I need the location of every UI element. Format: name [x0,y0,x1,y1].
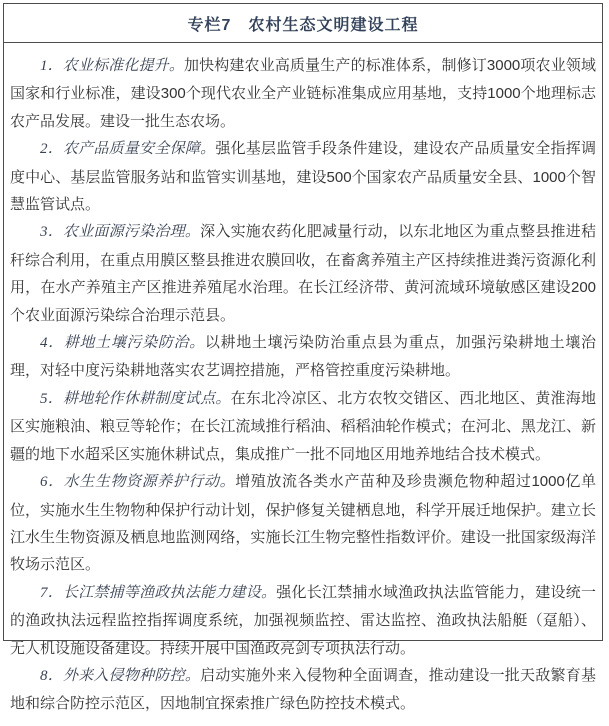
item-lead: 6．水生生物资源养护行动。 [40,474,236,491]
column-body [4,43,602,726]
list-item-1 [10,52,596,135]
list-item-6 [10,468,596,579]
item-text: 强化基层监管手段条件建设，建设农产品质量安全指挥调度中心、基层监管服务站和监管实训基地，建设500个国家农产品质量安全县、1000个智慧监管试点。 [10,140,596,214]
list-item-2 [10,135,596,218]
item-lead: 1．农业标准化提升。 [40,58,184,74]
item-text: 深入实施农药化肥减量行动，以东北地区为重点整县推进秸秆综合利用，在重点用膜区整县推进农膜回收，在畜禽养殖主产区持续推进粪污资源化利用，在水产养殖主产区推进养殖尾水治理。在长江经济带、黄河流域环境敏感区建设200个农业面源污染综合治理示范县。 [10,223,596,324]
item-lead: 3．农业面源污染治理。 [40,224,201,241]
item-lead: 7．长江禁捕等渔政执法能力建设。 [40,584,277,601]
item-text: 增殖放流各类水产苗种及珍贵濒危物种超过1000亿单位，实施水生生物物种保护行动计划，保护修复关键栖息地，科学开展迁地保护。建立长江水生生物资源及栖息地监测网络，实施长江生物完整性指数评价。建设一批国家级海洋牧场示范区。 [10,473,596,574]
column-title: 专栏7 农村生态文明建设工程 [187,16,419,34]
item-lead: 4．耕地土壤污染防治。 [40,335,205,352]
item-lead: 5．耕地轮作休耕制度试点。 [40,390,231,407]
item-text: 在东北冷凉区、北方农牧交错区、西北地区、黄淮海地区实施粮油、粮豆等轮作；在长江流域推行稻油、稻稻油轮作模式；在河北、黑龙江、新疆的地下水超采区实施休耕试点，集成推广一批不同地区用地养地结合技术模式。 [10,389,596,463]
list-item-3 [10,218,596,329]
item-text: 强化长江禁捕水域渔政执法监管能力，建设统一的渔政执法远程监控指挥调度系统，加强视频监控、雷达监控、渔政执法船艇（趸船）、无人机设施设备建设。持续开展中国渔政亮剑专项执法行动。 [10,583,596,657]
list-item-5 [10,385,596,468]
list-item-7 [10,579,596,662]
item-text: 启动实施外来入侵物种全面调查，推动建设一批天敌繁育基地和综合防控示范区，因地制宜探索推广绿色防控技术模式。 [10,666,596,713]
item-text: 以耕地土壤污染防治重点县为重点，加强污染耕地土壤治理，对轻中度污染耕地落实农艺调控措施，严格管控重度污染耕地。 [10,334,596,380]
list-item-8 [10,662,596,718]
item-lead: 8．外来入侵物种防控。 [40,667,201,684]
column-box [3,3,603,713]
item-text: 加快构建农业高质量生产的标准体系，制修订3000项农业领域国家和行业标准，建设300个现代农业全产业链标准集成应用基地，支持1000个地理标志农产品发展。建设一批生态农场。 [10,57,596,130]
item-lead: 2．农产品质量安全保障。 [40,141,216,158]
list-item-4 [10,329,596,385]
column-title-bar [4,4,602,43]
